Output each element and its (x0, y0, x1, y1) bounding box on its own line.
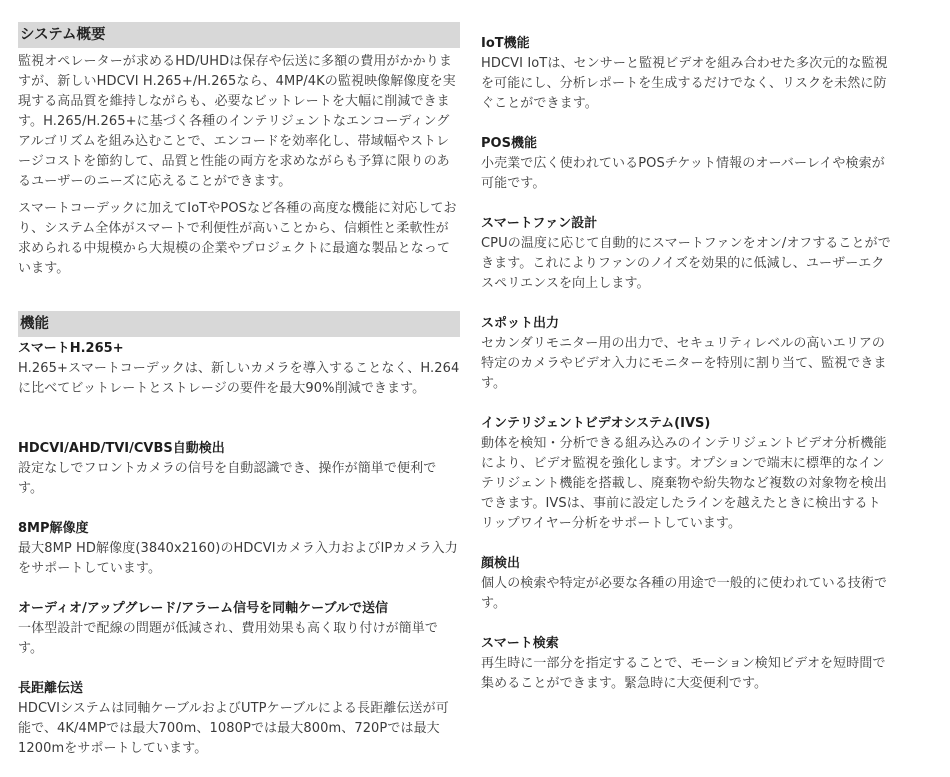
feature-title: オーディオ/アップグレード/アラーム信号を同軸ケーブルで送信 (18, 601, 388, 616)
feature-title: POS機能 (481, 136, 537, 151)
feature-title: スマート検索 (481, 636, 559, 651)
overview-heading: システム概要 (18, 22, 460, 48)
feature-coaxial-transmission (18, 599, 460, 659)
left-column (18, 22, 460, 759)
feature-description: HDCVI IoTは、センサーと監視ビデオを組み合わせた多次元的な監視を可能にし、分析レポートを生成するだけでなく、リスクを未然に防ぐことができます。 (481, 56, 888, 111)
feature-title: IoT機能 (481, 36, 530, 51)
feature-description: 動体を検知・分析できる組み込みのインテリジェントビデオ分析機能により、ビデオ監視を強化します。オプションで端末に標準的なインテリジェント機能を搭載し、廃棄物や紛失物など複数の対象物を検出できます。IVSは、事前に設定したラインを越えたときに検出するトリップワイヤー分析をサポートしています。 (481, 436, 887, 531)
feature-title: 8MP解像度 (18, 521, 89, 536)
feature-title: HDCVI/AHD/TVI/CVBS自動検出 (18, 441, 225, 456)
feature-smart-search (481, 634, 893, 694)
feature-description: 一体型設計で配線の問題が低減され、費用効果も高く取り付けが簡単です。 (18, 621, 438, 656)
overview-paragraph-2: スマートコーデックに加えてIoTやPOSなど各種の高度な機能に対応しており、システム全体がスマートで利便性が高いことから、信頼性と柔軟性が求められる中規模から大規模の企業やプロジェクトに最適な製品となっています。 (18, 201, 457, 276)
feature-title: スマートH.265+ (18, 341, 124, 356)
feature-smart-h265 (18, 339, 460, 399)
feature-description: 再生時に一部分を指定することで、モーション検知ビデオを短時間で集めることができます。緊急時に大変便利です。 (481, 656, 886, 691)
feature-iot (481, 34, 893, 114)
feature-long-distance (18, 679, 460, 759)
feature-8mp-resolution (18, 519, 460, 579)
feature-spot-output (481, 314, 893, 394)
feature-description: HDCVIシステムは同軸ケーブルおよびUTPケーブルによる長距離伝送が可能で、4K/4MPでは最大700m、1080Pでは最大800m、720Pでは最大1200mをサポートしています。 (18, 701, 449, 756)
feature-description: H.265+スマートコーデックは、新しいカメラを導入することなく、H.264に比べてビットレートとストレージの要件を最大90%削減できます。 (18, 361, 460, 396)
feature-ivs (481, 414, 893, 534)
feature-smart-fan (481, 214, 893, 294)
features-heading: 機能 (18, 311, 460, 337)
features-left-list (18, 339, 460, 759)
feature-auto-detect (18, 439, 460, 499)
right-column (481, 34, 893, 694)
feature-title: 長距離伝送 (18, 681, 84, 696)
feature-face-detection (481, 554, 893, 614)
feature-description: 設定なしでフロントカメラの信号を自動認識でき、操作が簡単で便利です。 (18, 461, 437, 496)
feature-description: CPUの温度に応じて自動的にスマートファンをオン/オフすることができます。これによりファンのノイズを効果的に低減し、ユーザーエクスペリエンスを向上します。 (481, 236, 891, 291)
feature-title: インテリジェントビデオシステム(IVS) (481, 416, 711, 431)
feature-title: スポット出力 (481, 316, 560, 331)
feature-description: 小売業で広く使われているPOSチケット情報のオーバーレイや検索が可能です。 (481, 156, 885, 191)
feature-description: セカンダリモニター用の出力で、セキュリティレベルの高いエリアの特定のカメラやビデオ入力にモニターを特別に割り当て、監視できます。 (481, 336, 887, 391)
feature-pos (481, 134, 893, 194)
feature-description: 最大8MP HD解像度(3840x2160)のHDCVIカメラ入力およびIPカメラ入力をサポートしています。 (18, 541, 458, 576)
feature-description: 個人の検索や特定が必要な各種の用途で一般的に使われている技術です。 (481, 576, 888, 611)
feature-title: スマートファン設計 (481, 216, 598, 231)
feature-title: 顔検出 (481, 556, 521, 571)
overview-paragraph-1: 監視オペレーターが求めるHD/UHDは保存や伝送に多額の費用がかかりますが、新しいHDCVI H.265+/H.265なら、4MP/4Kの監視映像解像度を実現する高品質を維持しながらも、必要なビットレートを大幅に削減できます。H.265/H.265+に基づく各種のインテリジェントなエンコーディングアルゴリズムを組み込むことで、エンコードを効率化し、帯域幅やストレージコストを節約して、品質と性能の両方を求めながらも予算に限りのあるユーザーのニーズに応えることができます。 (18, 54, 456, 189)
